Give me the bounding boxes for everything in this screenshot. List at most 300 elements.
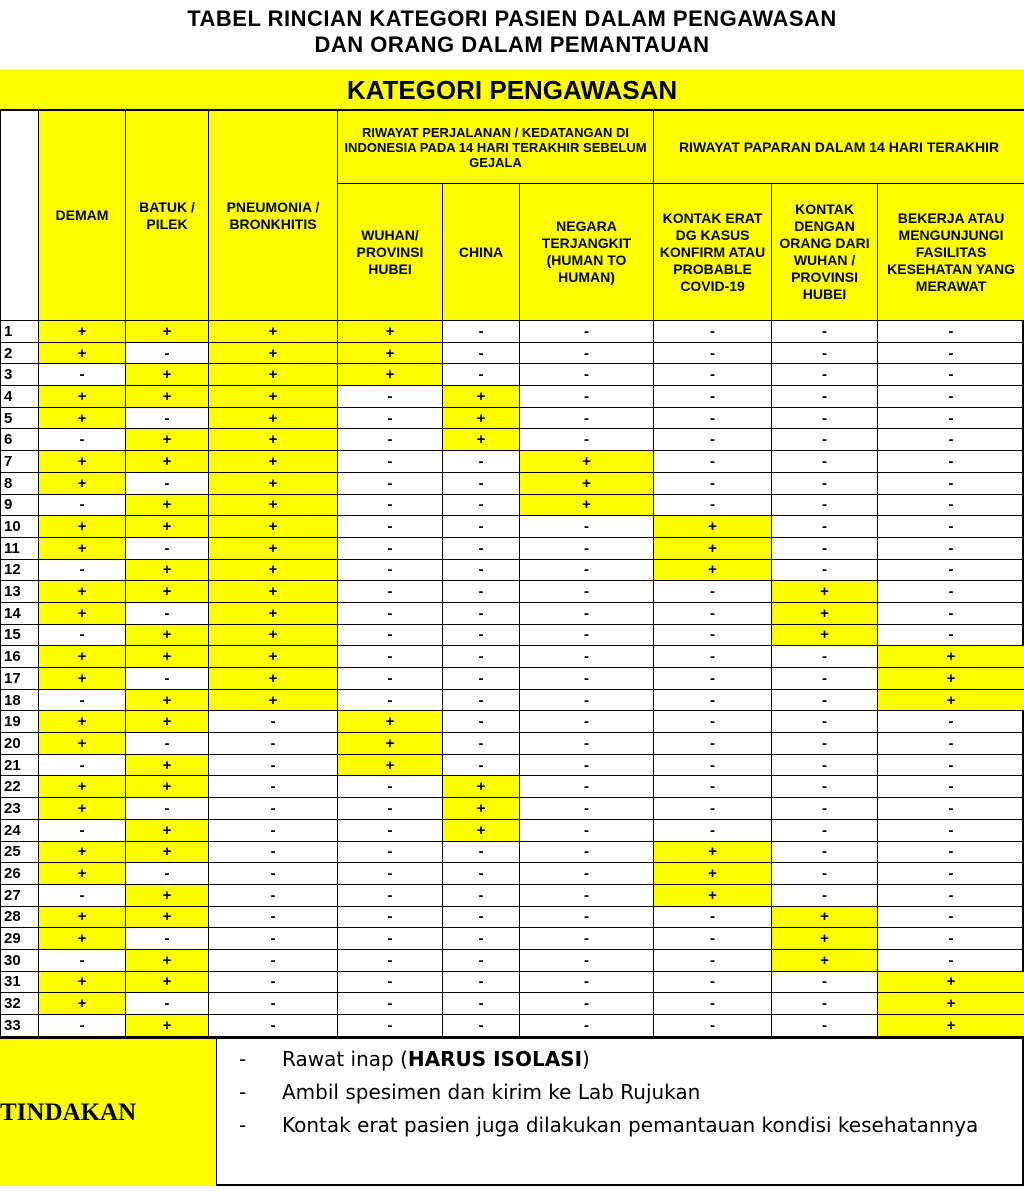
header-faskes: BEKERJA ATAU MENGUNJUNGI FASILITAS KESEHATAN YANG MERAWAT — [878, 184, 1024, 321]
table-cell: - — [443, 559, 520, 581]
table-cell: + — [654, 863, 772, 885]
table-cell: - — [654, 581, 772, 603]
table-row — [1, 689, 1024, 711]
category-table — [0, 110, 1024, 1037]
row-number: 32 — [1, 993, 39, 1015]
table-row — [1, 906, 1024, 928]
table-cell: + — [209, 429, 338, 451]
table-cell: - — [209, 798, 338, 820]
table-cell: - — [878, 494, 1024, 516]
table-cell: - — [520, 559, 654, 581]
table-row — [1, 971, 1024, 993]
table-cell: - — [443, 321, 520, 343]
table-cell: - — [338, 863, 443, 885]
table-cell: + — [126, 646, 209, 668]
page-title — [0, 6, 1024, 58]
header-riwayat-paparan: RIWAYAT PAPARAN DALAM 14 HARI TERAKHIR — [654, 111, 1024, 184]
table-cell: + — [772, 928, 878, 950]
table-cell: - — [520, 516, 654, 538]
table-cell: - — [772, 668, 878, 690]
table-cell: - — [772, 386, 878, 408]
tindakan-text: Kontak erat pasien juga dilakukan pemantauan kondisi kesehatannya — [282, 1113, 979, 1137]
tindakan-text: Ambil spesimen dan kirim ke Lab Rujukan — [282, 1080, 701, 1104]
bullet-dash: - — [239, 1080, 247, 1104]
table-row — [1, 429, 1024, 451]
table-cell: - — [654, 342, 772, 364]
table-cell: + — [878, 646, 1024, 668]
table-cell: + — [126, 364, 209, 386]
row-number: 20 — [1, 733, 39, 755]
table-cell: - — [878, 711, 1024, 733]
table-cell: + — [39, 711, 126, 733]
table-cell: + — [209, 559, 338, 581]
table-cell: - — [126, 407, 209, 429]
table-cell: - — [654, 451, 772, 473]
table-cell: - — [520, 949, 654, 971]
table-cell: + — [39, 798, 126, 820]
table-row — [1, 928, 1024, 950]
header-batuk: BATUK / PILEK — [126, 111, 209, 321]
title-line-2: DAN ORANG DALAM PEMANTAUAN — [314, 32, 710, 57]
table-cell: - — [772, 754, 878, 776]
table-cell: + — [39, 668, 126, 690]
row-number: 10 — [1, 516, 39, 538]
table-row — [1, 581, 1024, 603]
table-cell: - — [338, 581, 443, 603]
table-cell: + — [443, 429, 520, 451]
row-number: 16 — [1, 646, 39, 668]
table-cell: - — [443, 364, 520, 386]
table-row — [1, 364, 1024, 386]
table-cell: + — [209, 668, 338, 690]
table-cell: - — [520, 407, 654, 429]
table-cell: - — [39, 949, 126, 971]
table-cell: + — [39, 451, 126, 473]
table-cell: - — [654, 386, 772, 408]
table-row — [1, 537, 1024, 559]
table-cell: - — [338, 993, 443, 1015]
table-cell: - — [772, 993, 878, 1015]
table-cell: - — [772, 819, 878, 841]
table-cell: - — [338, 689, 443, 711]
table-cell: - — [338, 602, 443, 624]
table-cell: + — [39, 993, 126, 1015]
table-cell: - — [772, 646, 878, 668]
table-row — [1, 321, 1024, 343]
table-cell: - — [443, 1015, 520, 1037]
table-cell: - — [126, 602, 209, 624]
table-cell: + — [520, 451, 654, 473]
table-cell: + — [443, 386, 520, 408]
table-cell: - — [338, 798, 443, 820]
table-cell: - — [878, 342, 1024, 364]
table-cell: - — [654, 798, 772, 820]
table-cell: - — [338, 928, 443, 950]
table-cell: - — [654, 754, 772, 776]
table-cell: + — [126, 754, 209, 776]
tindakan-text: Rawat inap ( — [282, 1047, 408, 1071]
table-cell: + — [39, 472, 126, 494]
table-cell: - — [39, 819, 126, 841]
table-cell: - — [520, 689, 654, 711]
table-cell: + — [126, 689, 209, 711]
table-cell: - — [338, 407, 443, 429]
table-cell: - — [443, 863, 520, 885]
table-row — [1, 711, 1024, 733]
tindakan-item — [235, 1043, 1015, 1076]
table-cell: - — [772, 342, 878, 364]
table-row — [1, 776, 1024, 798]
table-cell: + — [654, 884, 772, 906]
header-number — [1, 111, 39, 321]
row-number: 25 — [1, 841, 39, 863]
table-cell: - — [338, 646, 443, 668]
table-cell: + — [209, 472, 338, 494]
table-row — [1, 494, 1024, 516]
header-negara: NEGARA TERJANGKIT (HUMAN TO HUMAN) — [520, 184, 654, 321]
table-cell: - — [772, 689, 878, 711]
table-cell: - — [209, 863, 338, 885]
table-cell: + — [126, 1015, 209, 1037]
row-number: 22 — [1, 776, 39, 798]
table-cell: - — [209, 971, 338, 993]
table-cell: - — [338, 884, 443, 906]
table-cell: - — [338, 819, 443, 841]
table-cell: + — [209, 646, 338, 668]
table-cell: - — [520, 342, 654, 364]
table-cell: + — [126, 581, 209, 603]
table-row — [1, 863, 1024, 885]
table-cell: - — [772, 841, 878, 863]
table-cell: - — [772, 451, 878, 473]
table-cell: - — [654, 711, 772, 733]
table-cell: - — [654, 949, 772, 971]
table-cell: + — [126, 386, 209, 408]
category-banner: KATEGORI PENGAWASAN — [0, 70, 1024, 110]
table-cell: + — [39, 906, 126, 928]
table-cell: - — [126, 733, 209, 755]
table-row — [1, 559, 1024, 581]
table-cell: - — [772, 971, 878, 993]
table-cell: + — [338, 733, 443, 755]
table-cell: + — [39, 342, 126, 364]
table-cell: - — [209, 754, 338, 776]
table-cell: + — [126, 624, 209, 646]
table-cell: + — [126, 494, 209, 516]
table-cell: + — [39, 646, 126, 668]
table-cell: - — [443, 993, 520, 1015]
table-cell: - — [39, 689, 126, 711]
table-cell: - — [520, 993, 654, 1015]
table-cell: - — [126, 863, 209, 885]
table-cell: + — [39, 537, 126, 559]
table-cell: - — [878, 451, 1024, 473]
table-cell: - — [443, 733, 520, 755]
table-cell: + — [126, 906, 209, 928]
table-cell: - — [520, 884, 654, 906]
table-cell: + — [772, 602, 878, 624]
table-cell: - — [443, 451, 520, 473]
table-cell: + — [126, 711, 209, 733]
table-cell: - — [126, 537, 209, 559]
table-cell: + — [878, 1015, 1024, 1037]
table-cell: - — [654, 646, 772, 668]
table-row — [1, 472, 1024, 494]
tindakan-section — [0, 1037, 1024, 1186]
table-cell: - — [878, 884, 1024, 906]
table-cell: - — [338, 624, 443, 646]
table-cell: - — [654, 906, 772, 928]
table-cell: - — [338, 906, 443, 928]
table-cell: - — [772, 1015, 878, 1037]
table-cell: - — [878, 906, 1024, 928]
table-cell: - — [338, 429, 443, 451]
table-cell: - — [443, 689, 520, 711]
table-cell: - — [772, 472, 878, 494]
table-cell: + — [209, 342, 338, 364]
table-cell: + — [878, 993, 1024, 1015]
table-cell: + — [209, 321, 338, 343]
table-row — [1, 451, 1024, 473]
table-cell: - — [520, 1015, 654, 1037]
row-number: 11 — [1, 537, 39, 559]
table-cell: + — [209, 386, 338, 408]
row-number: 24 — [1, 819, 39, 841]
table-row — [1, 386, 1024, 408]
table-cell: + — [209, 516, 338, 538]
table-cell: - — [654, 1015, 772, 1037]
table-cell: - — [39, 884, 126, 906]
table-cell: - — [654, 993, 772, 1015]
table-cell: - — [39, 754, 126, 776]
table-row — [1, 819, 1024, 841]
table-cell: - — [878, 364, 1024, 386]
row-number: 13 — [1, 581, 39, 603]
row-number: 19 — [1, 711, 39, 733]
table-cell: - — [878, 949, 1024, 971]
row-number: 21 — [1, 754, 39, 776]
row-number: 28 — [1, 906, 39, 928]
table-cell: - — [443, 516, 520, 538]
title-line-1: TABEL RINCIAN KATEGORI PASIEN DALAM PENGAWASAN — [187, 6, 837, 31]
table-cell: - — [520, 776, 654, 798]
table-cell: - — [520, 364, 654, 386]
table-cell: - — [338, 472, 443, 494]
table-cell: + — [39, 581, 126, 603]
row-number: 5 — [1, 407, 39, 429]
table-cell: + — [39, 971, 126, 993]
table-cell: - — [443, 342, 520, 364]
table-cell: - — [443, 668, 520, 690]
table-cell: - — [878, 602, 1024, 624]
table-cell: - — [878, 559, 1024, 581]
table-cell: - — [443, 602, 520, 624]
table-cell: + — [520, 472, 654, 494]
table-cell: - — [654, 364, 772, 386]
table-cell: - — [520, 537, 654, 559]
table-cell: - — [520, 928, 654, 950]
header-riwayat-perjalanan: RIWAYAT PERJALANAN / KEDATANGAN DI INDONESIA PADA 14 HARI TERAKHIR SEBELUM GEJALA — [338, 111, 654, 184]
table-cell: - — [520, 581, 654, 603]
table-cell: - — [443, 472, 520, 494]
table-cell: - — [772, 516, 878, 538]
table-cell: - — [520, 646, 654, 668]
table-cell: + — [126, 516, 209, 538]
table-cell: - — [520, 754, 654, 776]
table-cell: - — [520, 841, 654, 863]
table-cell: - — [443, 754, 520, 776]
table-cell: - — [39, 364, 126, 386]
table-cell: - — [520, 711, 654, 733]
row-number: 9 — [1, 494, 39, 516]
table-row — [1, 993, 1024, 1015]
table-cell: - — [772, 776, 878, 798]
table-cell: - — [654, 494, 772, 516]
table-cell: - — [338, 559, 443, 581]
header-row-1 — [1, 111, 1024, 184]
table-cell: + — [126, 776, 209, 798]
table-cell: + — [772, 949, 878, 971]
row-number: 1 — [1, 321, 39, 343]
table-cell: - — [338, 494, 443, 516]
table-cell: + — [39, 841, 126, 863]
table-cell: - — [209, 1015, 338, 1037]
table-row — [1, 624, 1024, 646]
table-cell: + — [443, 407, 520, 429]
table-cell: - — [878, 776, 1024, 798]
table-row — [1, 798, 1024, 820]
table-cell: - — [654, 689, 772, 711]
table-cell: - — [209, 733, 338, 755]
table-cell: - — [126, 668, 209, 690]
table-row — [1, 342, 1024, 364]
table-cell: + — [209, 364, 338, 386]
table-cell: + — [126, 559, 209, 581]
table-row — [1, 407, 1024, 429]
table-cell: + — [39, 776, 126, 798]
table-cell: - — [338, 841, 443, 863]
table-cell: - — [209, 819, 338, 841]
table-cell: - — [878, 928, 1024, 950]
table-cell: + — [209, 451, 338, 473]
table-cell: - — [520, 733, 654, 755]
table-cell: - — [878, 472, 1024, 494]
table-cell: + — [772, 581, 878, 603]
table-cell: - — [443, 971, 520, 993]
tindakan-item — [235, 1076, 1015, 1109]
table-cell: - — [520, 971, 654, 993]
table-cell: + — [39, 863, 126, 885]
table-cell: - — [772, 494, 878, 516]
table-cell: - — [878, 537, 1024, 559]
header-wuhan: WUHAN/ PROVINSI HUBEI — [338, 184, 443, 321]
table-row — [1, 754, 1024, 776]
table-cell: + — [126, 949, 209, 971]
table-cell: - — [338, 1015, 443, 1037]
table-cell: + — [126, 971, 209, 993]
table-cell: - — [654, 472, 772, 494]
table-cell: - — [443, 928, 520, 950]
table-cell: + — [338, 711, 443, 733]
table-cell: - — [209, 776, 338, 798]
table-cell: - — [39, 1015, 126, 1037]
table-cell: + — [878, 668, 1024, 690]
tindakan-emphasis: HARUS ISOLASI — [407, 1047, 583, 1071]
table-row — [1, 949, 1024, 971]
table-cell: - — [654, 321, 772, 343]
table-cell: + — [443, 798, 520, 820]
table-cell: - — [338, 971, 443, 993]
table-cell: - — [772, 863, 878, 885]
table-cell: - — [878, 581, 1024, 603]
header-kontak-erat: KONTAK ERAT DG KASUS KONFIRM ATAU PROBABLE COVID-19 — [654, 184, 772, 321]
table-row — [1, 733, 1024, 755]
table-cell: + — [39, 928, 126, 950]
table-cell: + — [39, 321, 126, 343]
table-cell: - — [39, 559, 126, 581]
table-cell: - — [772, 321, 878, 343]
table-row — [1, 884, 1024, 906]
table-row — [1, 516, 1024, 538]
table-cell: + — [654, 559, 772, 581]
table-cell: + — [126, 451, 209, 473]
tindakan-text-end: ) — [582, 1047, 590, 1071]
table-cell: + — [338, 342, 443, 364]
table-cell: - — [209, 884, 338, 906]
row-number: 30 — [1, 949, 39, 971]
table-cell: - — [654, 624, 772, 646]
table-cell: - — [520, 386, 654, 408]
table-cell: - — [209, 906, 338, 928]
table-cell: - — [772, 711, 878, 733]
table-cell: - — [878, 754, 1024, 776]
table-cell: + — [654, 537, 772, 559]
table-cell: + — [209, 689, 338, 711]
table-cell: - — [520, 798, 654, 820]
table-cell: - — [443, 581, 520, 603]
table-cell: - — [772, 364, 878, 386]
row-number: 8 — [1, 472, 39, 494]
table-cell: - — [209, 993, 338, 1015]
tindakan-item — [235, 1109, 1015, 1142]
table-row — [1, 646, 1024, 668]
table-cell: - — [443, 906, 520, 928]
row-number: 18 — [1, 689, 39, 711]
header-demam: DEMAM — [39, 111, 126, 321]
table-cell: + — [338, 754, 443, 776]
row-number: 31 — [1, 971, 39, 993]
row-number: 23 — [1, 798, 39, 820]
table-cell: - — [520, 602, 654, 624]
bullet-dash: - — [239, 1047, 247, 1071]
table-cell: + — [209, 602, 338, 624]
row-number: 29 — [1, 928, 39, 950]
row-number: 4 — [1, 386, 39, 408]
table-cell: - — [443, 624, 520, 646]
table-cell: - — [126, 993, 209, 1015]
table-cell: - — [878, 429, 1024, 451]
row-number: 7 — [1, 451, 39, 473]
bullet-dash: - — [239, 1113, 247, 1137]
table-cell: - — [338, 516, 443, 538]
table-cell: - — [654, 668, 772, 690]
table-cell: - — [443, 841, 520, 863]
table-cell: + — [654, 841, 772, 863]
table-cell: + — [772, 624, 878, 646]
table-cell: - — [39, 494, 126, 516]
row-number: 14 — [1, 602, 39, 624]
table-cell: - — [772, 798, 878, 820]
